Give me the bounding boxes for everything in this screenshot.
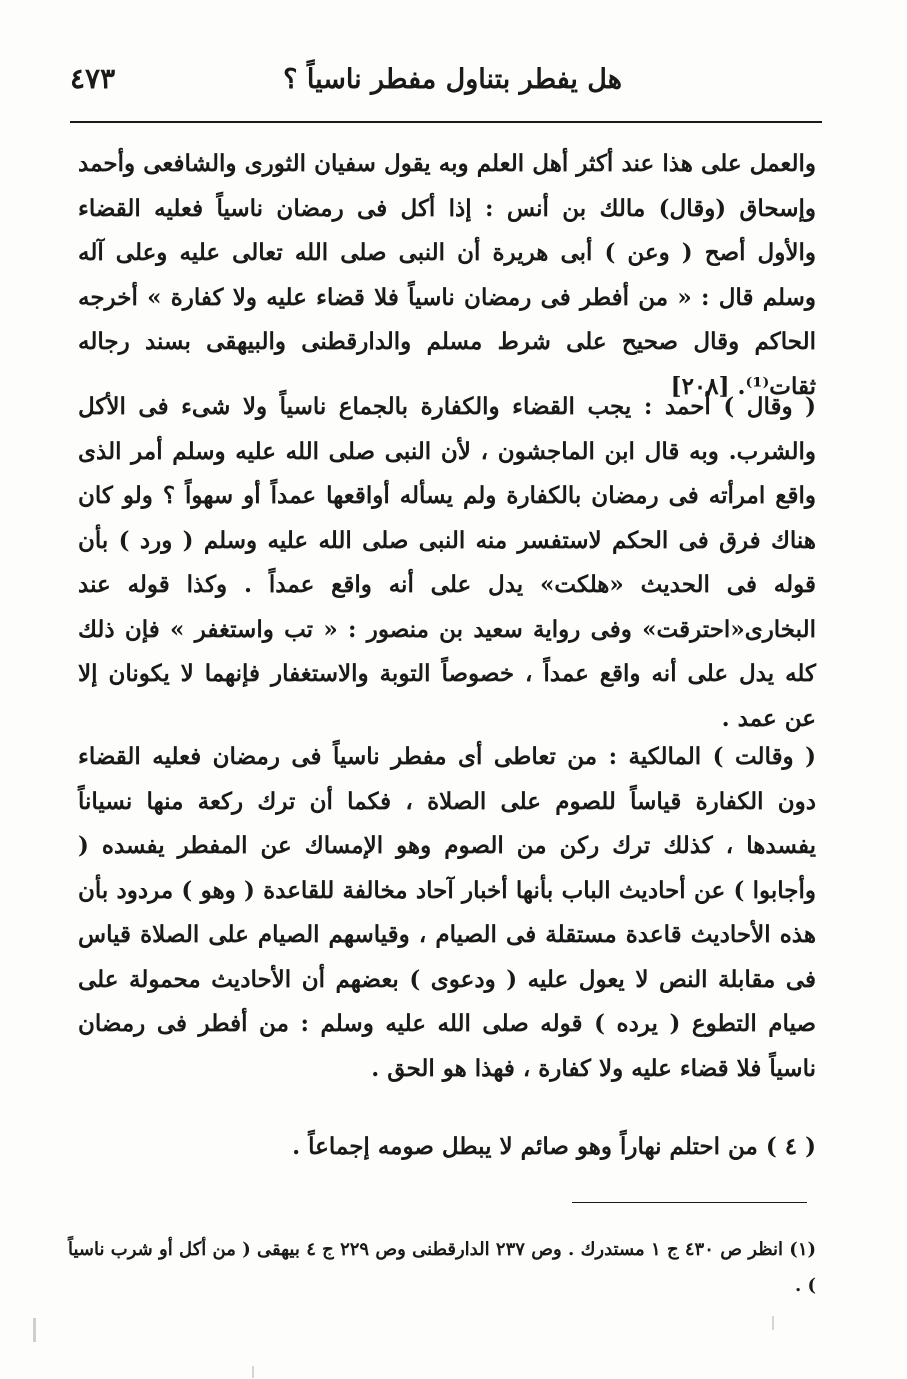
paragraph-text: والعمل على هذا عند أكثر أهل العلم وبه يقول سفيان الثورى والشافعى وأحمد وإسحاق (وقال) مالك بن أنس : إذا أكل فى رمضان ناسياً فعليه القضاء والأول أصح ( وعن ) أبى هريرة أن النبى صلى الله تعالى عليه وعلى آله وسلم قال : « من أفطر فى رمضان ناسياً فلا قضاء عليه ولا كفارة » أخرجه الحاكم وقال صحيح على شرط مسلم والدارقطنى والبيهقى بسند رجاله ثقات⁽¹⁾. [٢٠٨] [78, 150, 816, 400]
header-divider [70, 121, 822, 123]
paragraph-text: ( وقال ) أحمد : يجب القضاء والكفارة بالجماع ناسياً ولا شىء فى الأكل والشرب. وبه قال ابن الماجشون ، لأن النبى صلى الله عليه وسلم أمر الذى واقع امرأته فى رمضان بالكفارة ولم يسأله أواقعها عمداً أو سهواً ؟ ولو كان هناك فرق فى الحكم لاستفسر منه النبى صلى الله عليه وسلم ( ورد ) بأن قوله فى الحديث «هلكت» يدل على أنه واقع عمداً . وكذا قوله عند البخارى«احترقت» وفى رواية سعيد بن منصور : « تب واستغفر » فإن ذلك كله يدل على أنه واقع عمداً ، خصوصاً التوبة والاستغفار فإنهما لا يكونان إلا عن عمد . [78, 393, 816, 732]
page-header [70, 58, 822, 110]
footnote-text: (١) انظر ص ٤٣٠ ج ١ مستدرك . وص ٢٣٧ الدارقطنى وص ٢٢٩ ج ٤ بيهقى ( من أكل أو شرب ناسياً ) . [68, 1239, 817, 1296]
paragraph-text: ( ٤ ) من احتلم نهاراً وهو صائم لا يبطل صومه إجماعاً . [292, 1133, 816, 1160]
paragraph-text: ( وقالت ) المالكية : من تعاطى أى مفطر ناسياً فى رمضان فعليه القضاء دون الكفارة قياساً للصوم على الصلاة ، فكما أن ترك ركعة منها نسياناً يفسدها ، كذلك ترك ركن من الصوم وهو الإمساك عن المفطر يفسده ( وأجابوا ) عن أحاديث الباب بأنها أخبار آحاد مخالفة للقاعدة ( وهو ) مردود بأن هذه الأحاديث قاعدة مستقلة فى الصيام ، وقياسهم الصيام على الصلاة قياس فى مقابلة النص لا يعول عليه ( ودعوى ) بعضهم أن الأحاديث محمولة على صيام التطوع ( يرده ) قوله صلى الله عليه وسلم : من أفطر فى رمضان ناسياً فلا قضاء عليه ولا كفارة ، فهذا هو الحق . [78, 743, 816, 1082]
footnote-divider [572, 1202, 807, 1203]
scan-mark [252, 1366, 254, 1378]
paragraph-1 [78, 142, 816, 409]
paragraph-4 [78, 1125, 816, 1170]
footnote [68, 1232, 816, 1304]
scan-mark [33, 1318, 36, 1342]
paragraph-3 [78, 735, 816, 1091]
paragraph-2 [78, 385, 816, 741]
page-number: ٤٧٣ [70, 62, 116, 95]
running-title: هل يفطر بتناول مفطر ناسياً ؟ [283, 64, 622, 95]
scan-mark [772, 1316, 774, 1330]
